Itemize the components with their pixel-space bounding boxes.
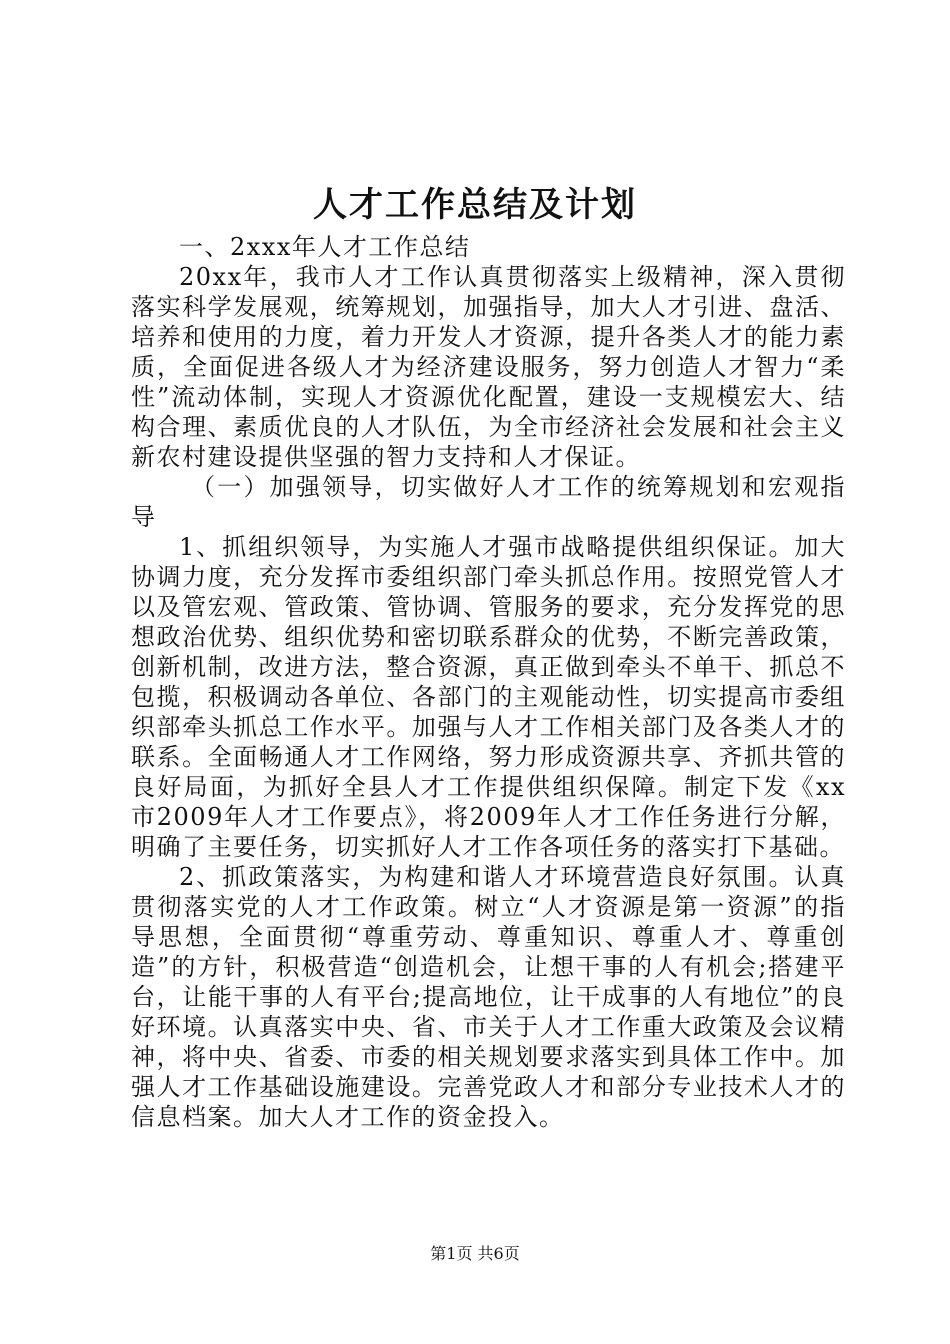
page-footer: 第1页 共6页 xyxy=(430,1244,520,1263)
paragraph: 2、抓政策落实，为构建和谐人才环境营造良好氛围。认真贯彻落实党的人才工作政策。树立“人才资源是第一资源”的指导思想，全面贯彻“尊重劳动、尊重知识、尊重人才、尊重创造”的方针，积极营造“创造机会，让想干事的人有机会;搭建平台，让能干事的人有平台;提高地位，让干成事的人有地位”的良好环境。认真落实中央、省、市关于人才工作重大政策及会议精神，将中央、省委、市委的相关规划要求落实到具体工作中。加强人才工作基础设施建设。完善党政人才和部分专业技术人才的信息档案。加大人才工作的资金投入。 xyxy=(131,863,846,1131)
document-title: 人才工作总结及计划 xyxy=(313,185,637,225)
document-body xyxy=(131,232,846,1132)
paragraph: 1、抓组织领导，为实施人才强市战略提供组织保证。加大协调力度，充分发挥市委组织部门牵头抓总作用。按照党管人才以及管宏观、管政策、管协调、管服务的要求，充分发挥党的思想政治优势、组织优势和密切联系群众的优势，不断完善政策，创新机制，改进方法，整合资源，真正做到牵头不单干、抓总不包揽，积极调动各单位、各部门的主观能动性，切实提高市委组织部牵头抓总工作水平。加强与人才工作相关部门及各类人才的联系。全面畅通人才工作网络，努力形成资源共享、齐抓共管的良好局面，为抓好全县人才工作提供组织保障。制定下发《xx市2009年人才工作要点》，将2009年人才工作任务进行分解，明确了主要任务，切实抓好人才工作各项任务的落实打下基础。 xyxy=(131,533,846,861)
subsection-heading: （一）加强领导，切实做好人才工作的统筹规划和宏观指导 xyxy=(131,473,846,531)
section-heading: 一、2xxx年人才工作总结 xyxy=(179,233,471,261)
paragraph: 20xx年，我市人才工作认真贯彻落实上级精神，深入贯彻落实科学发展观，统筹规划，加强指导，加大人才引进、盘活、培养和使用的力度，着力开发人才资源，提升各类人才的能力素质，全面促进各级人才为经济建设服务，努力创造人才智力“柔性”流动体制，实现人才资源优化配置，建设一支规模宏大、结构合理、素质优良的人才队伍，为全市经济社会发展和社会主义新农村建设提供坚强的智力支持和人才保证。 xyxy=(131,263,846,471)
